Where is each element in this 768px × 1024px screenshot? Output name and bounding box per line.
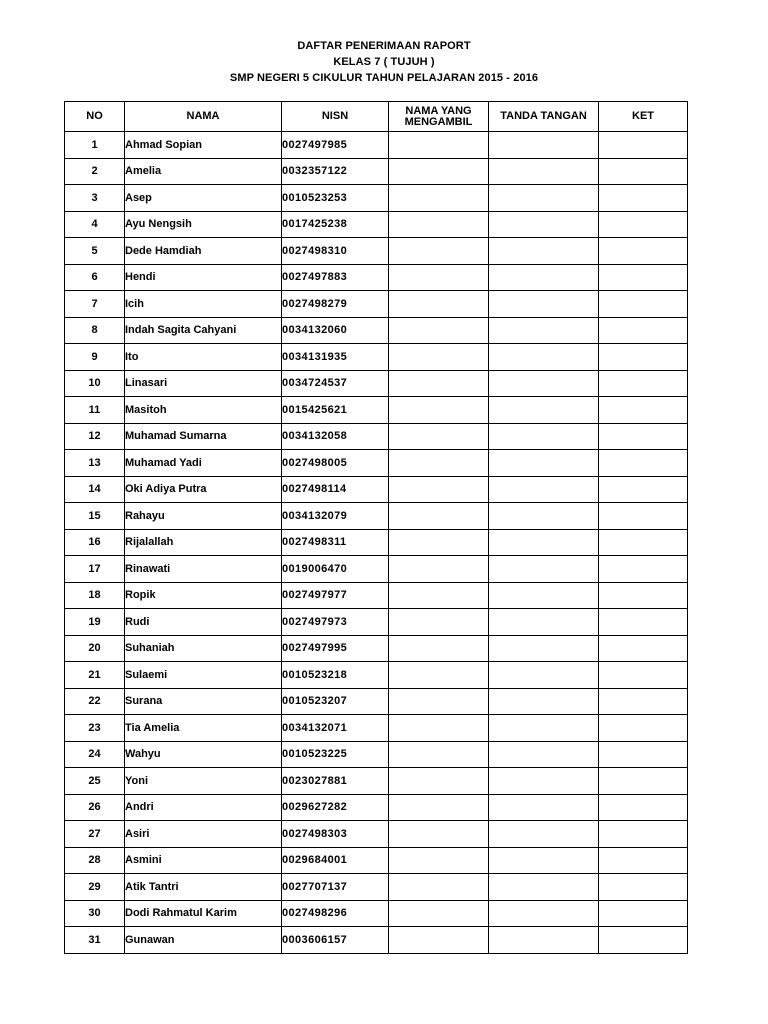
nisn-cell: 0034132058 — [282, 423, 389, 450]
nama-cell: Sulaemi — [125, 662, 282, 689]
tanda-tangan-cell — [489, 794, 599, 821]
ket-cell — [599, 635, 688, 662]
tanda-tangan-cell — [489, 370, 599, 397]
table-body — [65, 132, 688, 954]
school-year-label: SMP NEGERI 5 CIKULUR TAHUN PELAJARAN 2015 - 2016 — [229, 72, 539, 84]
nama-yang-mengambil-cell — [389, 397, 489, 424]
nama-cell: Surana — [125, 688, 282, 715]
nama-yang-mengambil-cell — [389, 238, 489, 265]
tanda-tangan-cell — [489, 927, 599, 954]
no-cell: 22 — [65, 688, 125, 715]
tanda-tangan-cell — [489, 900, 599, 927]
ket-cell — [599, 794, 688, 821]
table-row — [65, 476, 688, 503]
tanda-tangan-cell — [489, 476, 599, 503]
nama-yang-mengambil-cell — [389, 529, 489, 556]
tanda-tangan-cell — [489, 847, 599, 874]
table-header-row — [65, 102, 688, 132]
ket-cell — [599, 609, 688, 636]
ket-cell — [599, 821, 688, 848]
nama-yang-mengambil-cell — [389, 476, 489, 503]
nama-yang-mengambil-cell — [389, 662, 489, 689]
ket-cell — [599, 741, 688, 768]
nama-yang-mengambil-cell — [389, 370, 489, 397]
nama-yang-mengambil-cell — [389, 582, 489, 609]
ket-cell — [599, 291, 688, 318]
nama-yang-mengambil-cell — [389, 185, 489, 212]
table-row — [65, 370, 688, 397]
nama-yang-mengambil-cell — [389, 317, 489, 344]
ket-cell — [599, 397, 688, 424]
table-row — [65, 768, 688, 795]
nisn-cell: 0027707137 — [282, 874, 389, 901]
table-row — [65, 927, 688, 954]
nama-cell: Rinawati — [125, 556, 282, 583]
no-cell: 16 — [65, 529, 125, 556]
nisn-cell: 0017425238 — [282, 211, 389, 238]
nisn-cell: 0027497973 — [282, 609, 389, 636]
ket-cell — [599, 132, 688, 159]
nama-yang-mengambil-cell — [389, 211, 489, 238]
nisn-cell: 0027498311 — [282, 529, 389, 556]
tanda-tangan-cell — [489, 158, 599, 185]
table-row — [65, 291, 688, 318]
ket-cell — [599, 768, 688, 795]
table-row — [65, 344, 688, 371]
nisn-cell: 0034724537 — [282, 370, 389, 397]
no-cell: 8 — [65, 317, 125, 344]
nama-yang-mengambil-cell — [389, 132, 489, 159]
nisn-cell: 0029684001 — [282, 847, 389, 874]
tanda-tangan-cell — [489, 688, 599, 715]
tanda-tangan-cell — [489, 768, 599, 795]
nama-cell: Ayu Nengsih — [125, 211, 282, 238]
nama-cell: Amelia — [125, 158, 282, 185]
ket-cell — [599, 450, 688, 477]
no-cell: 2 — [65, 158, 125, 185]
no-cell: 24 — [65, 741, 125, 768]
nama-cell: Asmini — [125, 847, 282, 874]
nisn-cell: 0027498303 — [282, 821, 389, 848]
nisn-cell: 0034131935 — [282, 344, 389, 371]
nama-yang-mengambil-cell — [389, 344, 489, 371]
no-cell: 15 — [65, 503, 125, 530]
nama-cell: Icih — [125, 291, 282, 318]
ket-cell — [599, 662, 688, 689]
header-nama: NAMA — [125, 102, 282, 132]
nama-cell: Ito — [125, 344, 282, 371]
no-cell: 5 — [65, 238, 125, 265]
table-row — [65, 238, 688, 265]
nama-cell: Suhaniah — [125, 635, 282, 662]
nama-cell: Yoni — [125, 768, 282, 795]
no-cell: 29 — [65, 874, 125, 901]
nama-cell: Hendi — [125, 264, 282, 291]
table-row — [65, 317, 688, 344]
no-cell: 9 — [65, 344, 125, 371]
no-cell: 27 — [65, 821, 125, 848]
nisn-cell: 0027497977 — [282, 582, 389, 609]
ket-cell — [599, 317, 688, 344]
nama-yang-mengambil-cell — [389, 609, 489, 636]
no-cell: 31 — [65, 927, 125, 954]
no-cell: 14 — [65, 476, 125, 503]
nama-yang-mengambil-cell — [389, 821, 489, 848]
table-row — [65, 874, 688, 901]
tanda-tangan-cell — [489, 556, 599, 583]
nisn-cell: 0027497985 — [282, 132, 389, 159]
nama-cell: Atik Tantri — [125, 874, 282, 901]
tanda-tangan-cell — [489, 874, 599, 901]
no-cell: 3 — [65, 185, 125, 212]
no-cell: 1 — [65, 132, 125, 159]
nama-cell: Linasari — [125, 370, 282, 397]
report-receipt-table — [64, 101, 688, 954]
ket-cell — [599, 185, 688, 212]
ket-cell — [599, 238, 688, 265]
nama-yang-mengambil-cell — [389, 741, 489, 768]
tanda-tangan-cell — [489, 821, 599, 848]
nama-cell: Masitoh — [125, 397, 282, 424]
nama-yang-mengambil-cell — [389, 874, 489, 901]
document-header — [0, 38, 768, 86]
nama-yang-mengambil-cell — [389, 264, 489, 291]
no-cell: 10 — [65, 370, 125, 397]
no-cell: 7 — [65, 291, 125, 318]
tanda-tangan-cell — [489, 264, 599, 291]
header-tanda-tangan: TANDA TANGAN — [489, 102, 599, 132]
no-cell: 21 — [65, 662, 125, 689]
tanda-tangan-cell — [489, 609, 599, 636]
nisn-cell: 0010523207 — [282, 688, 389, 715]
nisn-cell: 0027498296 — [282, 900, 389, 927]
ket-cell — [599, 211, 688, 238]
nisn-cell: 0015425621 — [282, 397, 389, 424]
tanda-tangan-cell — [489, 317, 599, 344]
tanda-tangan-cell — [489, 291, 599, 318]
nama-cell: Wahyu — [125, 741, 282, 768]
tanda-tangan-cell — [489, 185, 599, 212]
nama-cell: Dede Hamdiah — [125, 238, 282, 265]
nisn-cell: 0027497883 — [282, 264, 389, 291]
table-row — [65, 900, 688, 927]
nama-cell: Rijalallah — [125, 529, 282, 556]
header-nama-yang-mengambil — [389, 102, 489, 132]
nama-yang-mengambil-cell — [389, 291, 489, 318]
nisn-cell: 0010523225 — [282, 741, 389, 768]
table-row — [65, 847, 688, 874]
nama-yang-mengambil-cell — [389, 847, 489, 874]
nama-yang-mengambil-cell — [389, 556, 489, 583]
table-row — [65, 741, 688, 768]
nisn-cell: 0003606157 — [282, 927, 389, 954]
table-row — [65, 794, 688, 821]
nisn-cell: 0010523218 — [282, 662, 389, 689]
no-cell: 23 — [65, 715, 125, 742]
nama-yang-mengambil-cell — [389, 794, 489, 821]
table-row — [65, 450, 688, 477]
nisn-cell: 0027498279 — [282, 291, 389, 318]
tanda-tangan-cell — [489, 397, 599, 424]
nama-yang-mengambil-cell — [389, 715, 489, 742]
no-cell: 12 — [65, 423, 125, 450]
no-cell: 25 — [65, 768, 125, 795]
document-title: DAFTAR PENERIMAAN RAPORT — [297, 40, 471, 52]
table-row — [65, 556, 688, 583]
tanda-tangan-cell — [489, 741, 599, 768]
nisn-cell: 0023027881 — [282, 768, 389, 795]
table-row — [65, 158, 688, 185]
nisn-cell: 0029627282 — [282, 794, 389, 821]
no-cell: 11 — [65, 397, 125, 424]
tanda-tangan-cell — [489, 344, 599, 371]
table-row — [65, 264, 688, 291]
header-ket: KET — [599, 102, 688, 132]
table-row — [65, 503, 688, 530]
nama-cell: Muhamad Yadi — [125, 450, 282, 477]
no-cell: 4 — [65, 211, 125, 238]
ket-cell — [599, 158, 688, 185]
ket-cell — [599, 874, 688, 901]
tanda-tangan-cell — [489, 132, 599, 159]
nama-yang-mengambil-cell — [389, 503, 489, 530]
table-row — [65, 132, 688, 159]
nama-cell: Ahmad Sopian — [125, 132, 282, 159]
no-cell: 6 — [65, 264, 125, 291]
nisn-cell: 0027498310 — [282, 238, 389, 265]
ket-cell — [599, 503, 688, 530]
table-row — [65, 211, 688, 238]
table-row — [65, 715, 688, 742]
ket-cell — [599, 529, 688, 556]
header-nama-yang-line2: MENGAMBIL — [404, 115, 473, 128]
nama-cell: Rudi — [125, 609, 282, 636]
nama-yang-mengambil-cell — [389, 900, 489, 927]
nama-cell: Andri — [125, 794, 282, 821]
no-cell: 30 — [65, 900, 125, 927]
no-cell: 17 — [65, 556, 125, 583]
nama-yang-mengambil-cell — [389, 450, 489, 477]
table-row — [65, 609, 688, 636]
no-cell: 19 — [65, 609, 125, 636]
nama-yang-mengambil-cell — [389, 768, 489, 795]
nama-cell: Rahayu — [125, 503, 282, 530]
nama-cell: Dodi Rahmatul Karim — [125, 900, 282, 927]
tanda-tangan-cell — [489, 450, 599, 477]
ket-cell — [599, 370, 688, 397]
nama-cell: Oki Adiya Putra — [125, 476, 282, 503]
nama-cell: Gunawan — [125, 927, 282, 954]
no-cell: 18 — [65, 582, 125, 609]
nisn-cell: 0034132079 — [282, 503, 389, 530]
no-cell: 28 — [65, 847, 125, 874]
nama-cell: Asep — [125, 185, 282, 212]
nisn-cell: 0027497995 — [282, 635, 389, 662]
nisn-cell: 0034132071 — [282, 715, 389, 742]
nama-cell: Ropik — [125, 582, 282, 609]
table-row — [65, 635, 688, 662]
nisn-cell: 0027498005 — [282, 450, 389, 477]
table-row — [65, 688, 688, 715]
nama-cell: Muhamad Sumarna — [125, 423, 282, 450]
nisn-cell: 0010523253 — [282, 185, 389, 212]
class-label: KELAS 7 ( TUJUH ) — [333, 56, 435, 68]
tanda-tangan-cell — [489, 662, 599, 689]
nama-yang-mengambil-cell — [389, 635, 489, 662]
header-nisn: NISN — [282, 102, 389, 132]
ket-cell — [599, 715, 688, 742]
tanda-tangan-cell — [489, 238, 599, 265]
nisn-cell: 0034132060 — [282, 317, 389, 344]
tanda-tangan-cell — [489, 423, 599, 450]
nisn-cell: 0032357122 — [282, 158, 389, 185]
no-cell: 26 — [65, 794, 125, 821]
no-cell: 13 — [65, 450, 125, 477]
header-nama-yang-line1: NAMA YANG — [405, 104, 472, 117]
ket-cell — [599, 264, 688, 291]
nama-yang-mengambil-cell — [389, 927, 489, 954]
nama-cell: Indah Sagita Cahyani — [125, 317, 282, 344]
header-no: NO — [65, 102, 125, 132]
table-row — [65, 185, 688, 212]
ket-cell — [599, 900, 688, 927]
nama-yang-mengambil-cell — [389, 158, 489, 185]
ket-cell — [599, 688, 688, 715]
tanda-tangan-cell — [489, 211, 599, 238]
ket-cell — [599, 927, 688, 954]
table-row — [65, 529, 688, 556]
ket-cell — [599, 423, 688, 450]
ket-cell — [599, 344, 688, 371]
table-row — [65, 821, 688, 848]
table-row — [65, 423, 688, 450]
table-row — [65, 582, 688, 609]
nisn-cell: 0019006470 — [282, 556, 389, 583]
nama-yang-mengambil-cell — [389, 423, 489, 450]
tanda-tangan-cell — [489, 529, 599, 556]
nama-cell: Asiri — [125, 821, 282, 848]
tanda-tangan-cell — [489, 635, 599, 662]
table-row — [65, 662, 688, 689]
nama-cell: Tia Amelia — [125, 715, 282, 742]
ket-cell — [599, 556, 688, 583]
tanda-tangan-cell — [489, 715, 599, 742]
tanda-tangan-cell — [489, 503, 599, 530]
nisn-cell: 0027498114 — [282, 476, 389, 503]
ket-cell — [599, 476, 688, 503]
ket-cell — [599, 847, 688, 874]
nama-yang-mengambil-cell — [389, 688, 489, 715]
tanda-tangan-cell — [489, 582, 599, 609]
no-cell: 20 — [65, 635, 125, 662]
table-row — [65, 397, 688, 424]
ket-cell — [599, 582, 688, 609]
